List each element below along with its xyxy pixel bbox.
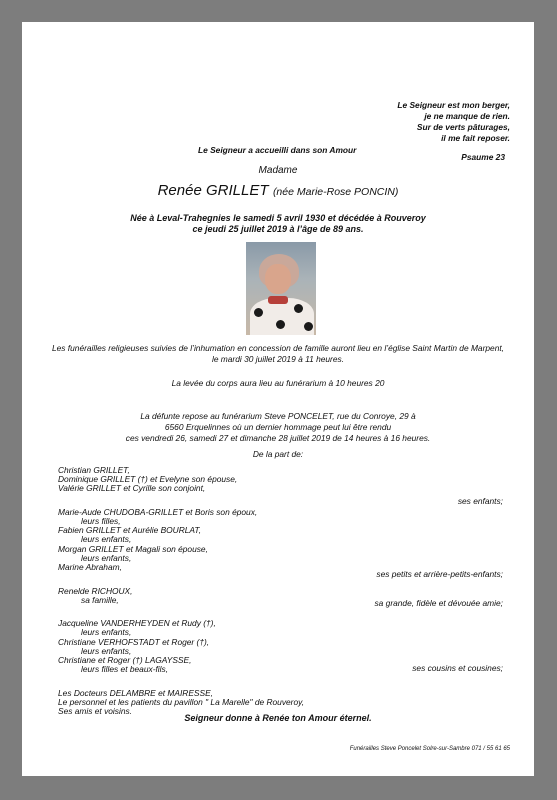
family-member: Christian GRILLET, (58, 465, 130, 475)
family-member: leurs filles et beaux-fils, (81, 664, 169, 675)
family-member: Jacqueline VANDERHEYDEN et Rudy (†), (58, 618, 216, 629)
family-member: leurs enfants, (81, 627, 132, 638)
family-member: Marie-Aude CHUDOBA-GRILLET et Boris son époux, (58, 506, 258, 517)
birth-death-line-2: ce jeudi 25 juillet 2019 à l’âge de 89 ans. (192, 224, 364, 234)
verse-line: Le Seigneur est mon berger, (397, 100, 510, 110)
verse-line: il me fait reposer. (441, 133, 510, 143)
closing-prayer: Seigneur donne à Renée ton Amour éternel. (184, 713, 372, 723)
levee-text: La levée du corps aura lieu au funérarium à 10 heures 20 (171, 378, 385, 388)
verse-line: je ne manque de rien. (424, 111, 510, 121)
family-member: sa famille, (81, 594, 119, 605)
intro-text: Le Seigneur a accueilli dans son Amour (198, 145, 357, 155)
relation-label: sa grande, fidèle et dévouée amie; (374, 598, 503, 608)
portrait-photo (246, 242, 316, 335)
family-member: Fabien GRILLET et Aurélie BOURLAT, (58, 525, 202, 536)
family-member: Dominique GRILLET (†) et Evelyne son épouse, (58, 474, 238, 485)
funeral-line-1: Les funérailles religieuses suivies de l’inhumation en concession de famille auront lieu en l’église Saint Martin de Marpent, (51, 343, 505, 353)
relation-label: ses cousins et cousines; (412, 663, 503, 673)
family-member: leurs enfants, (81, 645, 132, 656)
funeral-line-2: le mardi 30 juillet 2019 à 11 heures. (211, 354, 345, 364)
relation-label: ses petits et arrière-petits-enfants; (376, 569, 503, 579)
family-member: Les Docteurs DELAMBRE et MAIRESSE, (58, 687, 213, 698)
family-member: Christiane et Roger (†) LAGAYSSE, (58, 654, 192, 665)
family-member: Marine Abraham, (58, 562, 122, 573)
family-member: Renelde RICHOUX, (58, 585, 133, 596)
funeral-home-footer: Funérailles Steve Poncelet Solre-sur-Sambre 071 / 55 61 65 (349, 746, 510, 752)
family-member: Le personnel et les patients du pavillon " La Marelle" de Rouveroy, (58, 696, 305, 707)
family-member: leurs filles, (81, 516, 121, 527)
family-member: Morgan GRILLET et Magali son épouse, (58, 543, 208, 554)
psalm-verse (397, 100, 510, 144)
family-member: Valérie GRILLET et Cyrille son conjoint, (58, 483, 206, 494)
deceased-name-line (22, 182, 534, 200)
verse-reference: Psaume 23 (461, 152, 505, 162)
title-word: Madame (258, 165, 298, 176)
family-member: leurs enfants, (81, 552, 132, 563)
obituary-page (22, 22, 534, 776)
family-member: Ses amis et voisins. (58, 706, 133, 717)
repose-line-2: 6560 Erquelinnes où un dernier hommage peut lui être rendu (164, 422, 392, 432)
repose-line-1: La défunte repose au funérarium Steve PONCELET, rue du Conroye, 29 à (140, 411, 416, 421)
verse-line: Sur de verts pâturages, (416, 122, 510, 132)
maiden-name: (née Marie-Rose PONCIN) (272, 186, 399, 198)
relation-label: ses enfants; (457, 496, 503, 506)
deceased-name: Renée GRILLET (157, 182, 269, 199)
family-member: leurs enfants, (81, 534, 132, 545)
repose-line-3: ces vendredi 26, samedi 27 et dimanche 28 juillet 2019 de 14 heures à 16 heures. (125, 433, 431, 443)
birth-death-line-1: Née à Leval-Trahegnies le samedi 5 avril 1930 et décédée à Rouveroy (130, 213, 426, 223)
de-la-part-label: De la part de: (252, 449, 304, 459)
family-member: Christiane VERHOFSTADT et Roger (†), (58, 636, 210, 647)
